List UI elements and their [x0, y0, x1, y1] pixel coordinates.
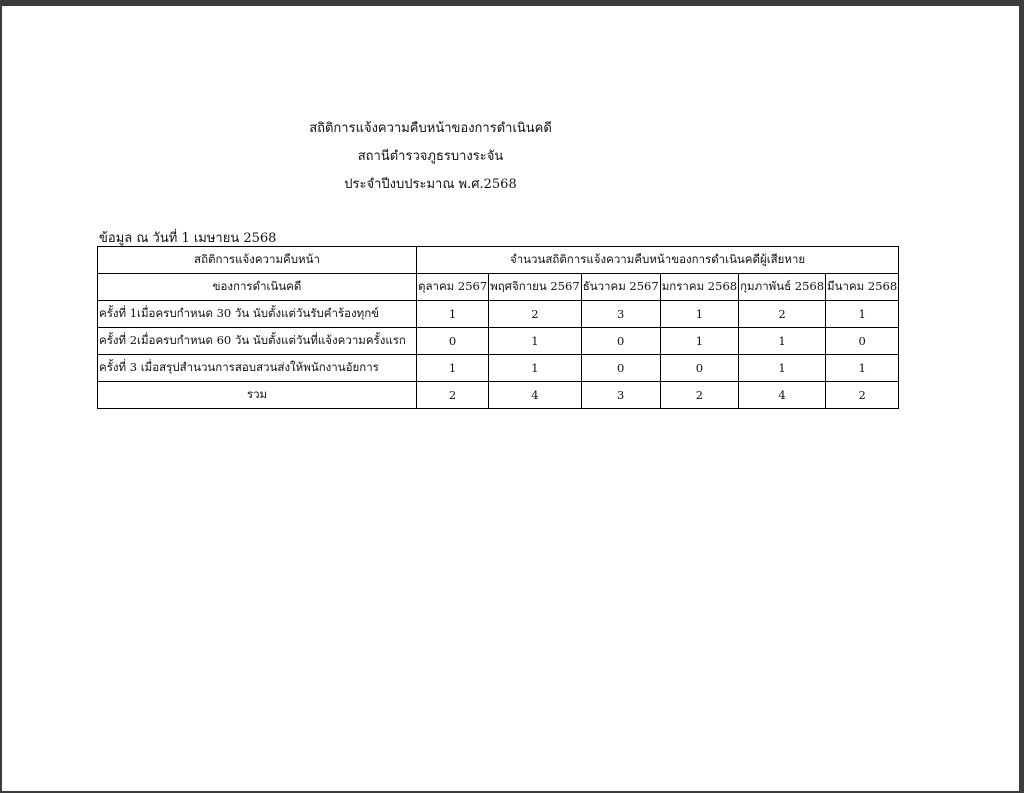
station-name: สถานีตำรวจภูธรบางระจัน — [357, 149, 504, 164]
table-cell: 1 — [660, 328, 738, 355]
row-label: ครั้งที่ 2เมื่อครบกำหนด 60 วัน นับตั้งแต่วันที่แจ้งความครั้งแรก — [98, 328, 417, 355]
as-of-date: ข้อมูล ณ วันที่ 1 เมษายน 2568 — [99, 231, 277, 246]
table-row — [98, 355, 899, 382]
table-cell: 1 — [489, 328, 582, 355]
header-group: จำนวนสถิติการแจ้งความคืบหน้าของการดำเนินคดีผู้เสียหาย — [417, 247, 899, 274]
month-header: กุมภาพันธ์ 2568 — [739, 274, 826, 301]
row-label: ครั้งที่ 3 เมื่อสรุปสำนวนการสอบสวนส่งให้พนักงานอัยการ — [98, 355, 417, 382]
total-cell: 2 — [417, 382, 489, 409]
table-cell: 0 — [660, 355, 738, 382]
fiscal-year: ประจำปีงบประมาณ พ.ศ.2568 — [344, 177, 517, 192]
total-cell: 2 — [660, 382, 738, 409]
table-cell: 0 — [417, 328, 489, 355]
table-cell: 3 — [581, 301, 660, 328]
month-header: ตุลาคม 2567 — [417, 274, 489, 301]
table-cell: 1 — [739, 328, 826, 355]
table-total-row — [98, 382, 899, 409]
table-cell: 0 — [581, 328, 660, 355]
statistics-table — [97, 246, 899, 409]
month-header: พฤศจิกายน 2567 — [489, 274, 582, 301]
month-header: มีนาคม 2568 — [826, 274, 899, 301]
table-cell: 1 — [417, 355, 489, 382]
total-cell: 2 — [826, 382, 899, 409]
total-cell: 3 — [581, 382, 660, 409]
row-label: ครั้งที่ 1เมื่อครบกำหนด 30 วัน นับตั้งแต่วันรับคำร้องทุกข์ — [98, 301, 417, 328]
table-cell: 1 — [660, 301, 738, 328]
header-label-top: สถิติการแจ้งความคืบหน้า — [98, 247, 417, 274]
table-cell: 2 — [489, 301, 582, 328]
month-header: ธันวาคม 2567 — [581, 274, 660, 301]
table-cell: 1 — [826, 301, 899, 328]
total-label: รวม — [98, 382, 417, 409]
table-cell: 1 — [417, 301, 489, 328]
document-page — [2, 6, 1019, 791]
table-header-row — [98, 247, 899, 274]
table-cell: 1 — [826, 355, 899, 382]
table-cell: 0 — [826, 328, 899, 355]
table-month-row — [98, 274, 899, 301]
table-cell: 1 — [489, 355, 582, 382]
total-cell: 4 — [739, 382, 826, 409]
header-label-bottom: ของการดำเนินคดี — [98, 274, 417, 301]
report-title: สถิติการแจ้งความคืบหน้าของการดำเนินคดี — [309, 121, 552, 136]
table-cell: 0 — [581, 355, 660, 382]
total-cell: 4 — [489, 382, 582, 409]
month-header: มกราคม 2568 — [660, 274, 738, 301]
table-cell: 2 — [739, 301, 826, 328]
table-row — [98, 301, 899, 328]
table-cell: 1 — [739, 355, 826, 382]
table-row — [98, 328, 899, 355]
